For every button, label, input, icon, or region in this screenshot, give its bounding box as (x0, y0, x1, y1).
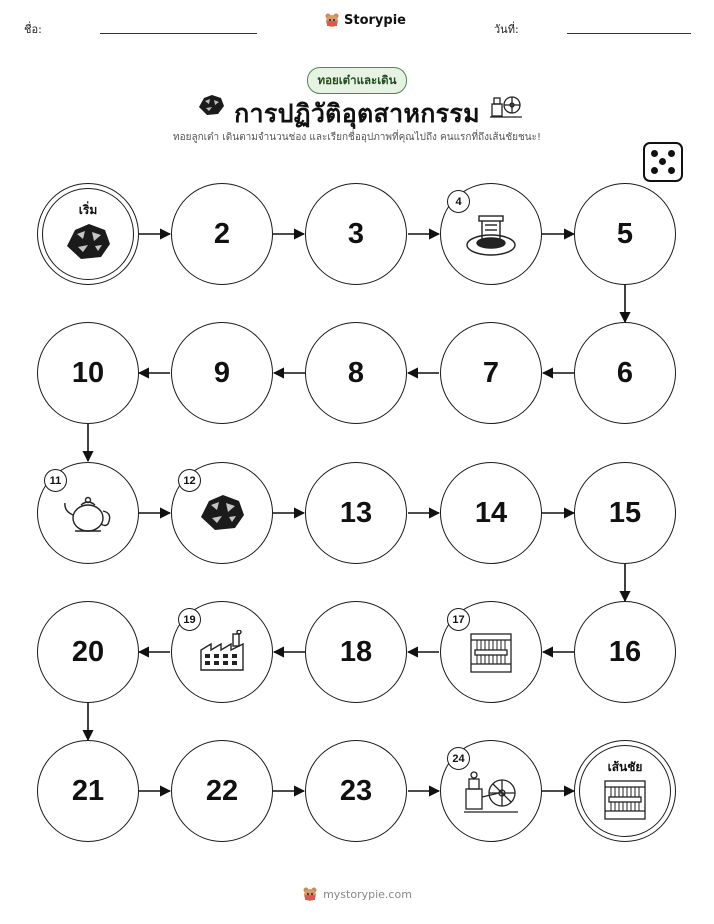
board-space-13[interactable] (305, 462, 407, 564)
board-space-23[interactable] (305, 740, 407, 842)
page-title: การปฏิวัติอุตสาหกรรม (234, 99, 480, 128)
board-space-24[interactable] (440, 740, 542, 842)
brand-name: Storypie (344, 12, 406, 28)
board-space-18[interactable] (305, 601, 407, 703)
space-number: 9 (213, 356, 231, 389)
board-space-11[interactable] (37, 462, 139, 564)
finish-label: เส้นชัย (607, 760, 643, 774)
board-space-16[interactable] (574, 601, 676, 703)
board-space-10[interactable] (37, 322, 139, 424)
loom-icon (467, 630, 515, 680)
space-number: 22 (205, 774, 239, 807)
space-number: 6 (616, 356, 634, 389)
factory-icon (195, 630, 249, 678)
board-space-20[interactable] (37, 601, 139, 703)
board-space-7[interactable] (440, 322, 542, 424)
bear-logo-icon (302, 886, 318, 902)
mine-shaft-icon (463, 212, 519, 262)
board-space-12[interactable] (171, 462, 273, 564)
space-number-badge: 4 (447, 190, 470, 213)
space-number: 20 (71, 635, 105, 668)
space-number-badge: 19 (178, 608, 201, 631)
board-space-9[interactable] (171, 322, 273, 424)
space-number: 16 (608, 635, 642, 668)
board-space-3[interactable] (305, 183, 407, 285)
board-space-21[interactable] (37, 740, 139, 842)
space-number: 14 (474, 496, 508, 529)
teapot-icon (61, 491, 115, 539)
space-number: 23 (339, 774, 373, 807)
board-space-19[interactable] (171, 601, 273, 703)
coal-icon (63, 220, 113, 266)
space-number-badge: 17 (447, 608, 470, 631)
board-space-17[interactable] (440, 601, 542, 703)
space-number: 10 (71, 356, 105, 389)
footer-url[interactable]: mystorypie.com (323, 887, 412, 901)
space-number: 5 (616, 217, 634, 250)
space-number: 21 (71, 774, 105, 807)
board-space-8[interactable] (305, 322, 407, 424)
name-label: ชื่อ: (24, 23, 42, 36)
game-type-badge: ทอยเต๋าและเดิน (307, 67, 407, 94)
board-space-15[interactable] (574, 462, 676, 564)
space-number-badge: 24 (447, 747, 470, 770)
space-number-badge: 12 (178, 469, 201, 492)
finish-space[interactable] (574, 740, 676, 842)
steam-engine-icon (462, 769, 520, 821)
space-number: 8 (347, 356, 365, 389)
board-space-14[interactable] (440, 462, 542, 564)
space-number: 7 (482, 356, 500, 389)
start-label: เริ่ม (78, 203, 98, 217)
space-number: 13 (339, 496, 373, 529)
loom-icon (601, 777, 649, 827)
space-number: 15 (608, 496, 642, 529)
footer (0, 886, 714, 902)
board-space-5[interactable] (574, 183, 676, 285)
space-number: 18 (339, 635, 373, 668)
space-number: 2 (213, 217, 231, 250)
date-label: วันที่: (494, 23, 519, 36)
space-number: 3 (347, 217, 365, 250)
board-space-22[interactable] (171, 740, 273, 842)
coal-icon (197, 491, 247, 537)
instructions: ทอยลูกเต๋า เดินตามจำนวนช่อง และเรียกชื่ออุปภาพที่คุณไปถึง คนแรกที่ถึงเส้นชัยชนะ! (173, 132, 541, 143)
space-number-badge: 11 (44, 469, 67, 492)
board-space-2[interactable] (171, 183, 273, 285)
board-space-4[interactable] (440, 183, 542, 285)
board-space-6[interactable] (574, 322, 676, 424)
start-space[interactable] (37, 183, 139, 285)
